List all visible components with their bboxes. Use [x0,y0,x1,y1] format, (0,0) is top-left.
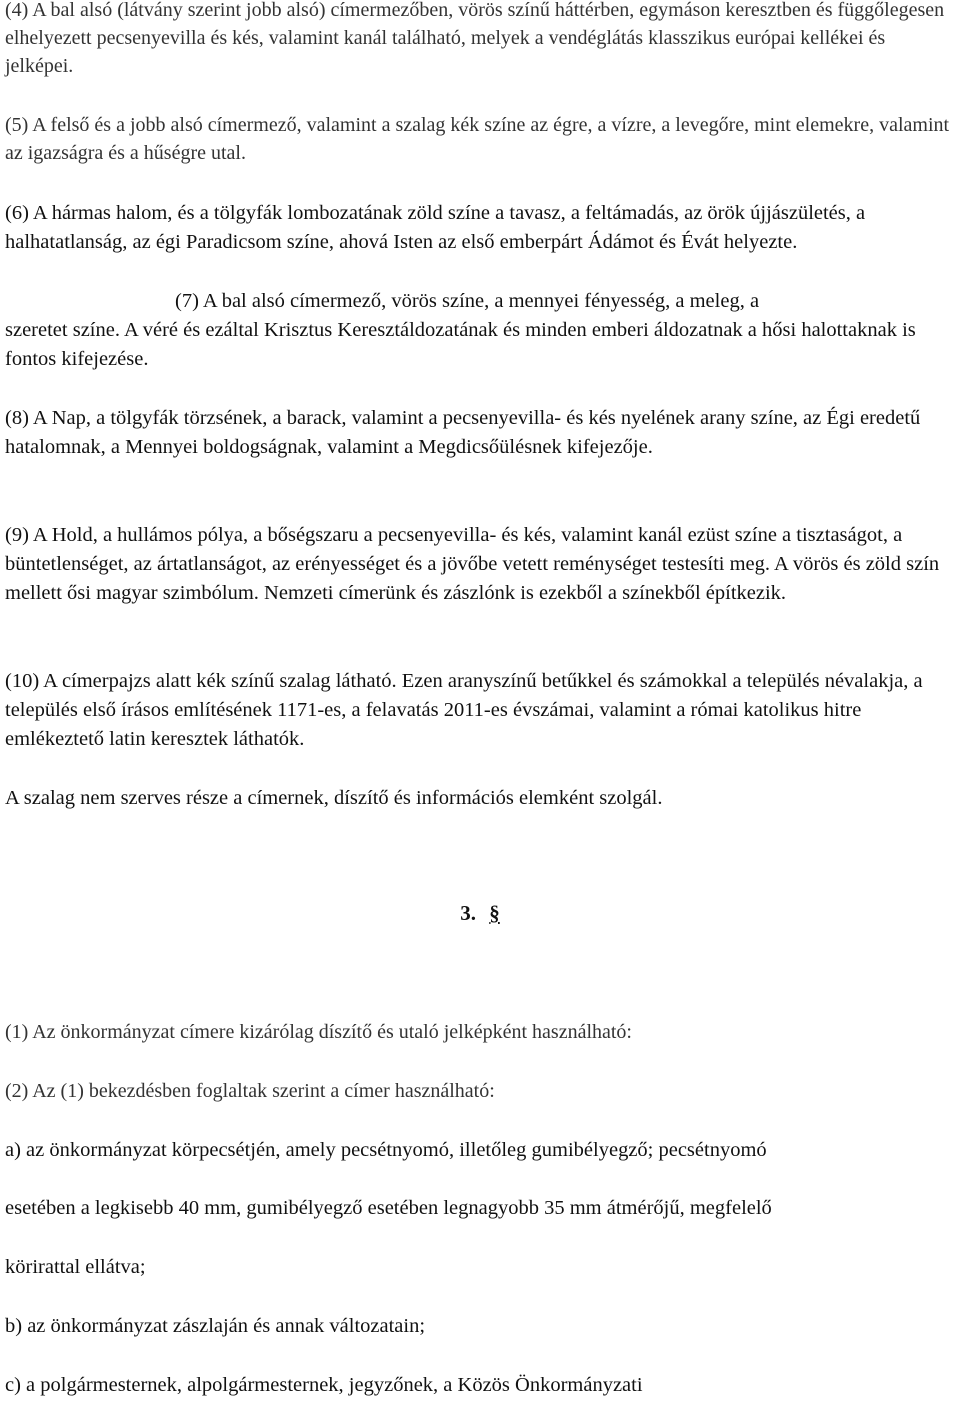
section-item-2c: c) a polgármesternek, alpolgármesternek, jegyzőnek, a Közös Önkormányzati [5,1374,643,1396]
section-item-2: (2) Az (1) bekezdésben foglaltak szerint a címer használható: [5,1080,495,1102]
paragraph-7-first-line: (7) A bal alsó címermező, vörös színe, a mennyei fényesség, a meleg, a [175,290,760,312]
paragraph-ribbon-note: A szalag nem szerves része a címernek, díszítő és információs elemként szolgál. [5,787,663,809]
section-item-2b: b) az önkormányzat zászlaján és annak változatain; [5,1315,426,1337]
paragraph-5: (5) A felső és a jobb alsó címermező, valamint a szalag kék színe az égre, a vízre, a levegőre, mint elemekre, valamint az igazságra és a hűségre utal. [5,114,950,164]
section-sign: § [489,901,500,925]
paragraph-6: (6) A hármas halom, és a tölgyfák lombozatának zöld színe a tavasz, a feltámadás, az örök újjászületés, a halhatatlanság, az égi Paradicsom színe, ahová Isten az első emberpárt Ádámot és Évát helyezte. [5,202,866,253]
section-item-2a-line-2: esetében a legkisebb 40 mm, gumibélyegző esetében legnagyobb 35 mm átmérőjű, megfelelő [5,1197,772,1219]
paragraph-8: (8) A Nap, a tölgyfák törzsének, a barack, valamint a pecsenyevilla- és kés nyelének arany színe, az Égi eredetű hatalomnak, a Mennyei boldogságnak, valamint a Megdicsőülésnek kifejezője. [5,407,921,458]
section-heading [0,901,960,926]
paragraph-4: (4) A bal alsó (látvány szerint jobb alsó) címermezőben, vörös színű háttérben, egymáson keresztben és függőlegesen elhelyezett pecsenyevilla és kés, valamint kanál található, melyek a vendéglátás klasszikus európai kellékei és jelképei. [5,0,945,77]
paragraph-7-rest: szeretet színe. A véré és ezáltal Krisztus Keresztáldozatának és minden emberi áldozatnak a hősi halottaknak is fontos kifejezése. [5,319,916,370]
section-number: 3. [460,901,476,925]
section-item-2a-line-1: a) az önkormányzat körpecsétjén, amely pecsétnyomó, illetőleg gumibélyegző; pecsétnyomó [5,1139,767,1161]
paragraph-9: (9) A Hold, a hullámos pólya, a bőségszaru a pecsenyevilla- és kés, valamint kanál ezüst színe a tisztaságot, a büntetlenséget, az ártatlanságot, az erényességet és a jövőbe vetett reménységet testesíti meg. A vörös és zöld szín mellett ősi magyar szimbólum. Nemzeti címerünk és zászlónk is ezekből a színekből építkezik. [5,524,940,604]
section-item-1: (1) Az önkormányzat címere kizárólag díszítő és utaló jelképként használható: [5,1021,632,1043]
section-item-2a-line-3: körirattal ellátva; [5,1256,146,1278]
paragraph-10: (10) A címerpajzs alatt kék színű szalag látható. Ezen aranyszínű betűkkel és számokkal a település névalakja, a település első írásos említésének 1171-es, a felavatás 2011-es évszámai, valamint a római katolikus hitre emlékeztető latin keresztek láthatók. [5,670,923,750]
